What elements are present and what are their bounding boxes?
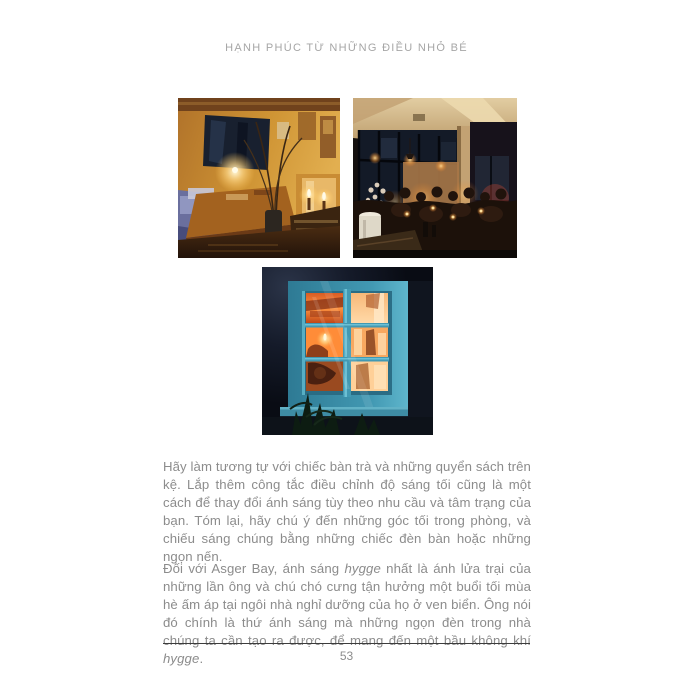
photo-candlelit-window (262, 267, 433, 435)
paragraph-asger-bay-part-2: nhất là ánh lửa trại của những lần ông và chú chó cưng tận hưởng một buổi tối mùa hè ấm áp tại ngôi nhà nghỉ dưỡng của họ ở ven biển. Ông nói đó chính là thứ ánh sáng mà những ngọn đèn trong nhà chúng ta cần tạo ra được, để mang đến một bầu không khí (163, 561, 531, 649)
restaurant-illustration (353, 98, 517, 258)
footer-rule (163, 643, 530, 644)
page-number: 53 (339, 649, 354, 663)
photo-restaurant-evening (353, 98, 517, 258)
window-illustration (262, 267, 433, 435)
paragraph-asger-bay-part-3: . (199, 651, 204, 667)
photo-cozy-room-interior (178, 98, 340, 258)
paragraph-lighting-advice: Hãy làm tương tự với chiếc bàn trà và những quyển sách trên kệ. Lắp thêm công tắc điều chỉnh độ sáng tối cũng là một cách để thay đổi ánh sáng tùy theo nhu cầu và tâm trạng của bạn. Tóm lại, hãy chú ý đến những góc tối trong phòng, và chiếu sáng chúng bằng những chiếc đèn bàn hoặc những ngọn nến. (163, 459, 531, 565)
running-header: HẠNH PHÚC TỪ NHỮNG ĐIỀU NHỎ BÉ (225, 42, 468, 54)
cozy-room-illustration (178, 98, 340, 258)
paragraph-asger-bay-part-1: Đối với Asger Bay, ánh sáng (163, 561, 345, 577)
hygge-italic-term: hygge (344, 561, 381, 577)
hygge-italic-term: hygge (163, 651, 200, 667)
